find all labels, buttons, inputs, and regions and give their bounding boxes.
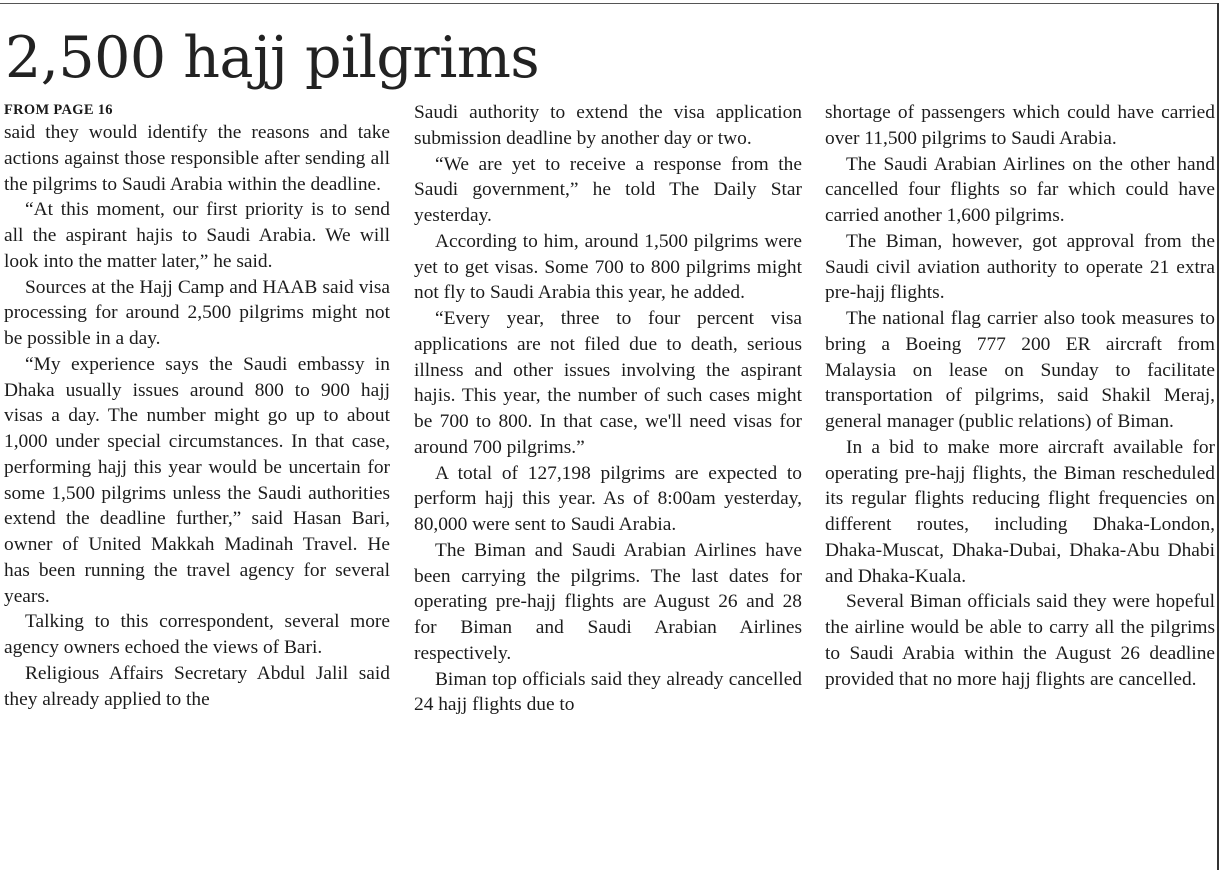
top-border-rule xyxy=(0,3,1217,4)
paragraph: “My experience says the Saudi embassy in Dhaka usually issues around 800 to 900 hajj visas a day. The number might go up to about 1,000 under special circumstances. In that case, performing hajj this year would be uncertain for some 1,500 pilgrims unless the Saudi authorities extend the deadline further,” said Hasan Bari, owner of United Makkah Madinah Travel. He has been running the travel agency for several years. xyxy=(4,353,390,607)
paragraph: In a bid to make more aircraft available for operating pre-hajj flights, the Biman rescheduled its regular flights reducing flight frequencies on different routes, including Dhaka-London, Dhaka-Muscat, Dhaka-Dubai, Dhaka-Abu Dhabi and Dhaka-Kuala. xyxy=(825,436,1215,587)
paragraph: “Every year, three to four percent visa applications are not filed due to death, serious illness and other issues involving the aspirant hajis. This year, the number of such cases might be 700 to 800. In that case, we'll need visas for around 700 pilgrims.” xyxy=(414,308,802,458)
paragraph: said they would identify the reasons and take actions against those responsible after sending all the pilgrims to Saudi Arabia within the deadline. xyxy=(4,122,390,195)
paragraph: The Biman, however, got approval from the Saudi civil aviation authority to operate 21 extra pre-hajj flights. xyxy=(825,230,1215,304)
paragraph: The Biman and Saudi Arabian Airlines have been carrying the pilgrims. The last dates for operating pre-hajj flights are August 26 and 28 for Biman and Saudi Arabian Airlines respectively. xyxy=(414,539,802,664)
paragraph: Talking to this correspondent, several more agency owners echoed the views of Bari. xyxy=(4,611,390,658)
article-body xyxy=(0,100,1224,870)
paragraph: Saudi authority to extend the visa application submission deadline by another day or two. xyxy=(414,102,802,149)
paragraph: The Saudi Arabian Airlines on the other hand cancelled four flights so far which could have carried another 1,600 pilgrims. xyxy=(825,153,1215,226)
paragraph: shortage of passengers which could have carried over 11,500 pilgrims to Saudi Arabia. xyxy=(825,102,1215,149)
column-1 xyxy=(4,100,390,712)
paragraph: Several Biman officials said they were hopeful the airline would be able to carry all the pilgrims to Saudi Arabia within the August 26 deadline provided that no more hajj flights are cancelled. xyxy=(825,591,1215,690)
column-3 xyxy=(825,100,1215,692)
column-2 xyxy=(414,100,802,718)
paragraph: “We are yet to receive a response from the Saudi government,” he told The Daily Star yesterday. xyxy=(414,153,802,226)
continuation-label: FROM PAGE 16 xyxy=(4,102,113,118)
paragraph: According to him, around 1,500 pilgrims were yet to get visas. Some 700 to 800 pilgrims might not fly to Saudi Arabia this year, he added. xyxy=(414,230,802,304)
paragraph: A total of 127,198 pilgrims are expected to perform hajj this year. As of 8:00am yesterday, 80,000 were sent to Saudi Arabia. xyxy=(414,462,802,535)
paragraph: Sources at the Hajj Camp and HAAB said visa processing for around 2,500 pilgrims might not be possible in a day. xyxy=(4,276,390,349)
headline: 2,500 hajj pilgrims xyxy=(5,25,540,91)
paragraph: Biman top officials said they already cancelled 24 hajj flights due to xyxy=(414,668,802,716)
paragraph: “At this moment, our first priority is to send all the aspirant hajis to Saudi Arabia. We will look into the matter later,” he said. xyxy=(4,199,390,272)
paragraph: Religious Affairs Secretary Abdul Jalil said they already applied to the xyxy=(4,662,390,710)
paragraph: The national flag carrier also took measures to bring a Boeing 777 200 ER aircraft from Malaysia on lease on Sunday to facilitate transportation of pilgrims, said Shakil Meraj, general manager (public relations) of Biman. xyxy=(825,308,1215,432)
